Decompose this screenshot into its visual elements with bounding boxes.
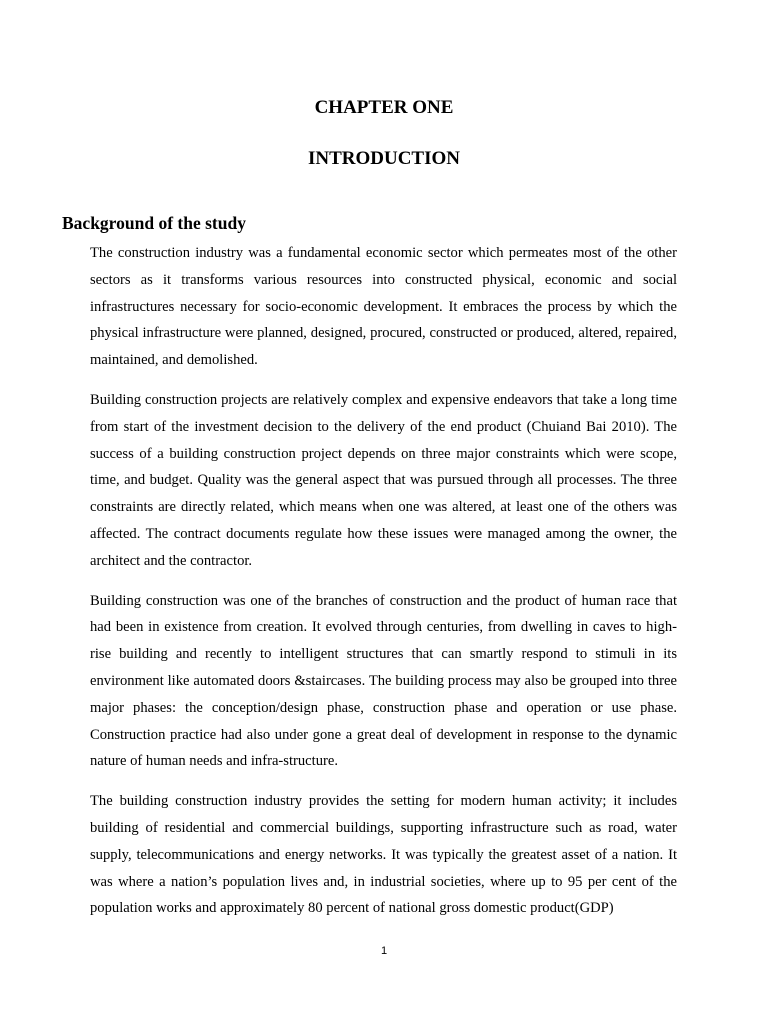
paragraph-2: Building construction projects are relatively complex and expensive endeavors that take a long time from start of the investment decision to the delivery of the end product (Chuiand Bai 2010). The success of a building construction project depends on three major constraints which were scope, time, and budget. Quality was the general aspect that was pursued through all processes. The three constraints are directly related, which means when one was altered, at least one of the others was affected. The contract documents regulate how these issues were managed among the owner, the architect and the contractor. [90, 391, 677, 569]
body-text [90, 240, 677, 935]
introduction-title: INTRODUCTION [307, 148, 461, 169]
chapter-title: CHAPTER ONE [314, 97, 454, 118]
paragraph-3: Building construction was one of the branches of construction and the product of human race that had been in existence from creation. It evolved through centuries, from dwelling in caves to high-rise building and recently to intelligent structures that can smartly respond to stimuli in its environment like automated doors &staircases. The building process may also be grouped into three major phases: the conception/design phase, construction phase and operation or use phase. Construction practice had also under gone a great deal of development in response to the dynamic nature of human needs and infra-structure. [90, 592, 677, 770]
section-heading: Background of the study [62, 213, 246, 233]
paragraph-4: The building construction industry provides the setting for modern human activity; it includes building of residential and commercial buildings, supporting infrastructure such as road, water supply, telecommunications and energy networks. It was typically the greatest asset of a nation. It was where a nation’s population lives and, in industrial societies, where up to 95 per cent of the population works and approximately 80 percent of national gross domestic product(GDP) [90, 793, 677, 917]
paragraph-1: The construction industry was a fundamental economic sector which permeates most of the other sectors as it transforms various resources into constructed physical, economic and social infrastructures necessary for socio-economic development. It embraces the process by which the physical infrastructure were planned, designed, procured, constructed or produced, altered, repaired, maintained, and demolished. [90, 245, 677, 369]
page-number: 1 [380, 945, 388, 957]
